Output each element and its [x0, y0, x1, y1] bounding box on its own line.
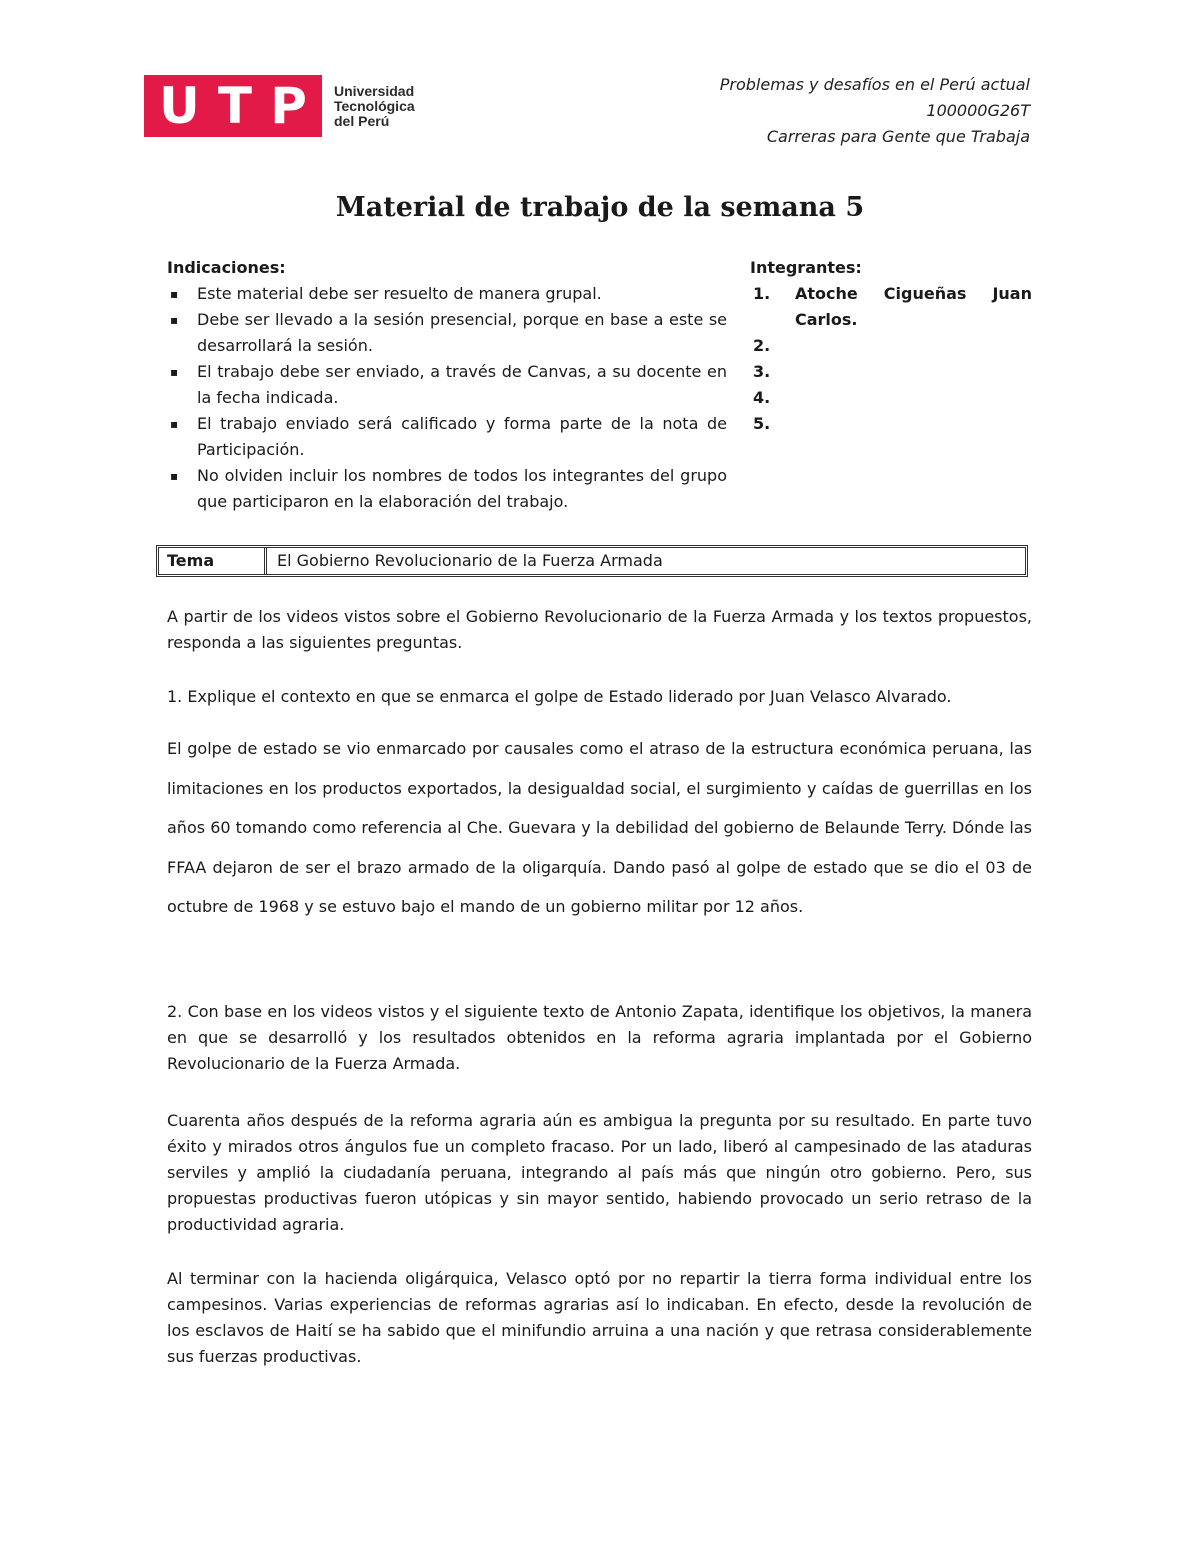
members-heading: Integrantes: [750, 258, 862, 277]
question-2: 2. Con base en los videos vistos y el siguiente texto de Antonio Zapata, identifique los objetivos, la manera en que se desarrolló y los resultados obtenidos en la reforma agraria implantada por el Gobierno Revolucionario de la Fuerza Armada. [167, 1002, 1032, 1073]
member-item [750, 385, 1032, 411]
topic-label: Tema [159, 548, 267, 574]
list-item: ▪ El trabajo debe ser enviado, a través de Canvas, a su docente en la fecha indicada. [167, 359, 727, 411]
logo-letter-p: P [270, 77, 307, 135]
indications-list [167, 281, 727, 515]
answer-1: El golpe de estado se vio enmarcado por causales como el atraso de la estructura económica peruana, las limitaciones en los productos exportados, la desigualdad social, el surgimiento y caídas de guerrillas en los años 60 tomando como referencia al Che. Guevara y la debilidad del gobierno de Belaunde Terry. Dónde las FFAA dejaron de ser el brazo armado de la oligarquía. Dando pasó al golpe de estado que se dio el 03 de octubre de 1968 y se estuvo bajo el mando de un gobierno militar por 12 años. [167, 739, 1032, 916]
member-number: 4. [753, 388, 771, 407]
course-code: 100000G26T [926, 101, 1030, 120]
program-name: Carreras para Gente que Trabaja [766, 127, 1030, 146]
member-item [750, 333, 1032, 359]
topic-value: El Gobierno Revolucionario de la Fuerza Armada [277, 551, 663, 570]
utp-logo-mark [144, 75, 322, 137]
members-list [750, 281, 1032, 437]
bullet-icon: ▪ [170, 469, 179, 483]
member-number: 1. [753, 284, 771, 303]
list-item: ▪ Este material debe ser resuelto de manera grupal. [167, 281, 727, 307]
bullet-icon: ▪ [170, 365, 179, 379]
bullet-icon: ▪ [170, 417, 179, 431]
logo-line-3: del Perú [334, 112, 390, 129]
utp-logo-text [334, 84, 415, 129]
logo-letter-u: U [159, 77, 200, 135]
logo-letter-t: T [217, 77, 253, 135]
indications-section [167, 255, 727, 515]
member-item [750, 411, 1032, 437]
member-item [750, 359, 1032, 385]
bullet-icon: ▪ [170, 313, 179, 327]
page-title: Material de trabajo de la semana 5 [335, 192, 865, 223]
member-number: 2. [753, 336, 771, 355]
bullet-icon: ▪ [170, 287, 179, 301]
utp-logo [144, 75, 415, 137]
logo-line-1: Universidad [334, 82, 415, 99]
member-name: Atoche Cigueñas Juan Carlos. [795, 284, 1032, 329]
members-section [750, 255, 1032, 437]
topic-table [156, 545, 1028, 577]
member-number: 5. [753, 414, 771, 433]
logo-line-2: Tecnológica [334, 97, 415, 114]
list-item: ▪ Debe ser llevado a la sesión presencial, porque en base a este se desarrollará la sesión. [167, 307, 727, 359]
intro-paragraph: A partir de los videos vistos sobre el Gobierno Revolucionario de la Fuerza Armada y los textos propuestos, responda a las siguientes preguntas. [167, 607, 1032, 652]
indications-heading: Indicaciones: [167, 258, 286, 277]
course-name: Problemas y desafíos en el Perú actual [719, 75, 1030, 94]
list-item: ▪ No olviden incluir los nombres de todos los integrantes del grupo que participaron en la elaboración del trabajo. [167, 463, 727, 515]
question-1: 1. Explique el contexto en que se enmarca el golpe de Estado liderado por Juan Velasco Alvarado. [167, 687, 952, 706]
course-header [720, 72, 1030, 150]
quote-paragraph-1: Cuarenta años después de la reforma agraria aún es ambigua la pregunta por su resultado. En parte tuvo éxito y mirados otros ángulos fue un completo fracaso. Por un lado, liberó al campesinado de las ataduras serviles y amplió la ciudadanía peruana, integrando al país más que ningún otro gobierno. Pero, sus propuestas productivas fueron utópicas y sin mayor sentido, habiendo provocado un serio retraso de la productividad agraria. [167, 1111, 1032, 1234]
quote-paragraph-2: Al terminar con la hacienda oligárquica, Velasco optó por no repartir la tierra forma individual entre los campesinos. Varias experiencias de reformas agrarias así lo indicaban. En efecto, desde la revolución de los esclavos de Haití se ha sabido que el minifundio arruina a una nación y que retrasa considerablemente sus fuerzas productivas. [167, 1269, 1032, 1366]
list-item: ▪ El trabajo enviado será calificado y forma parte de la nota de Participación. [167, 411, 727, 463]
member-number: 3. [753, 362, 771, 381]
member-item [750, 281, 1032, 333]
